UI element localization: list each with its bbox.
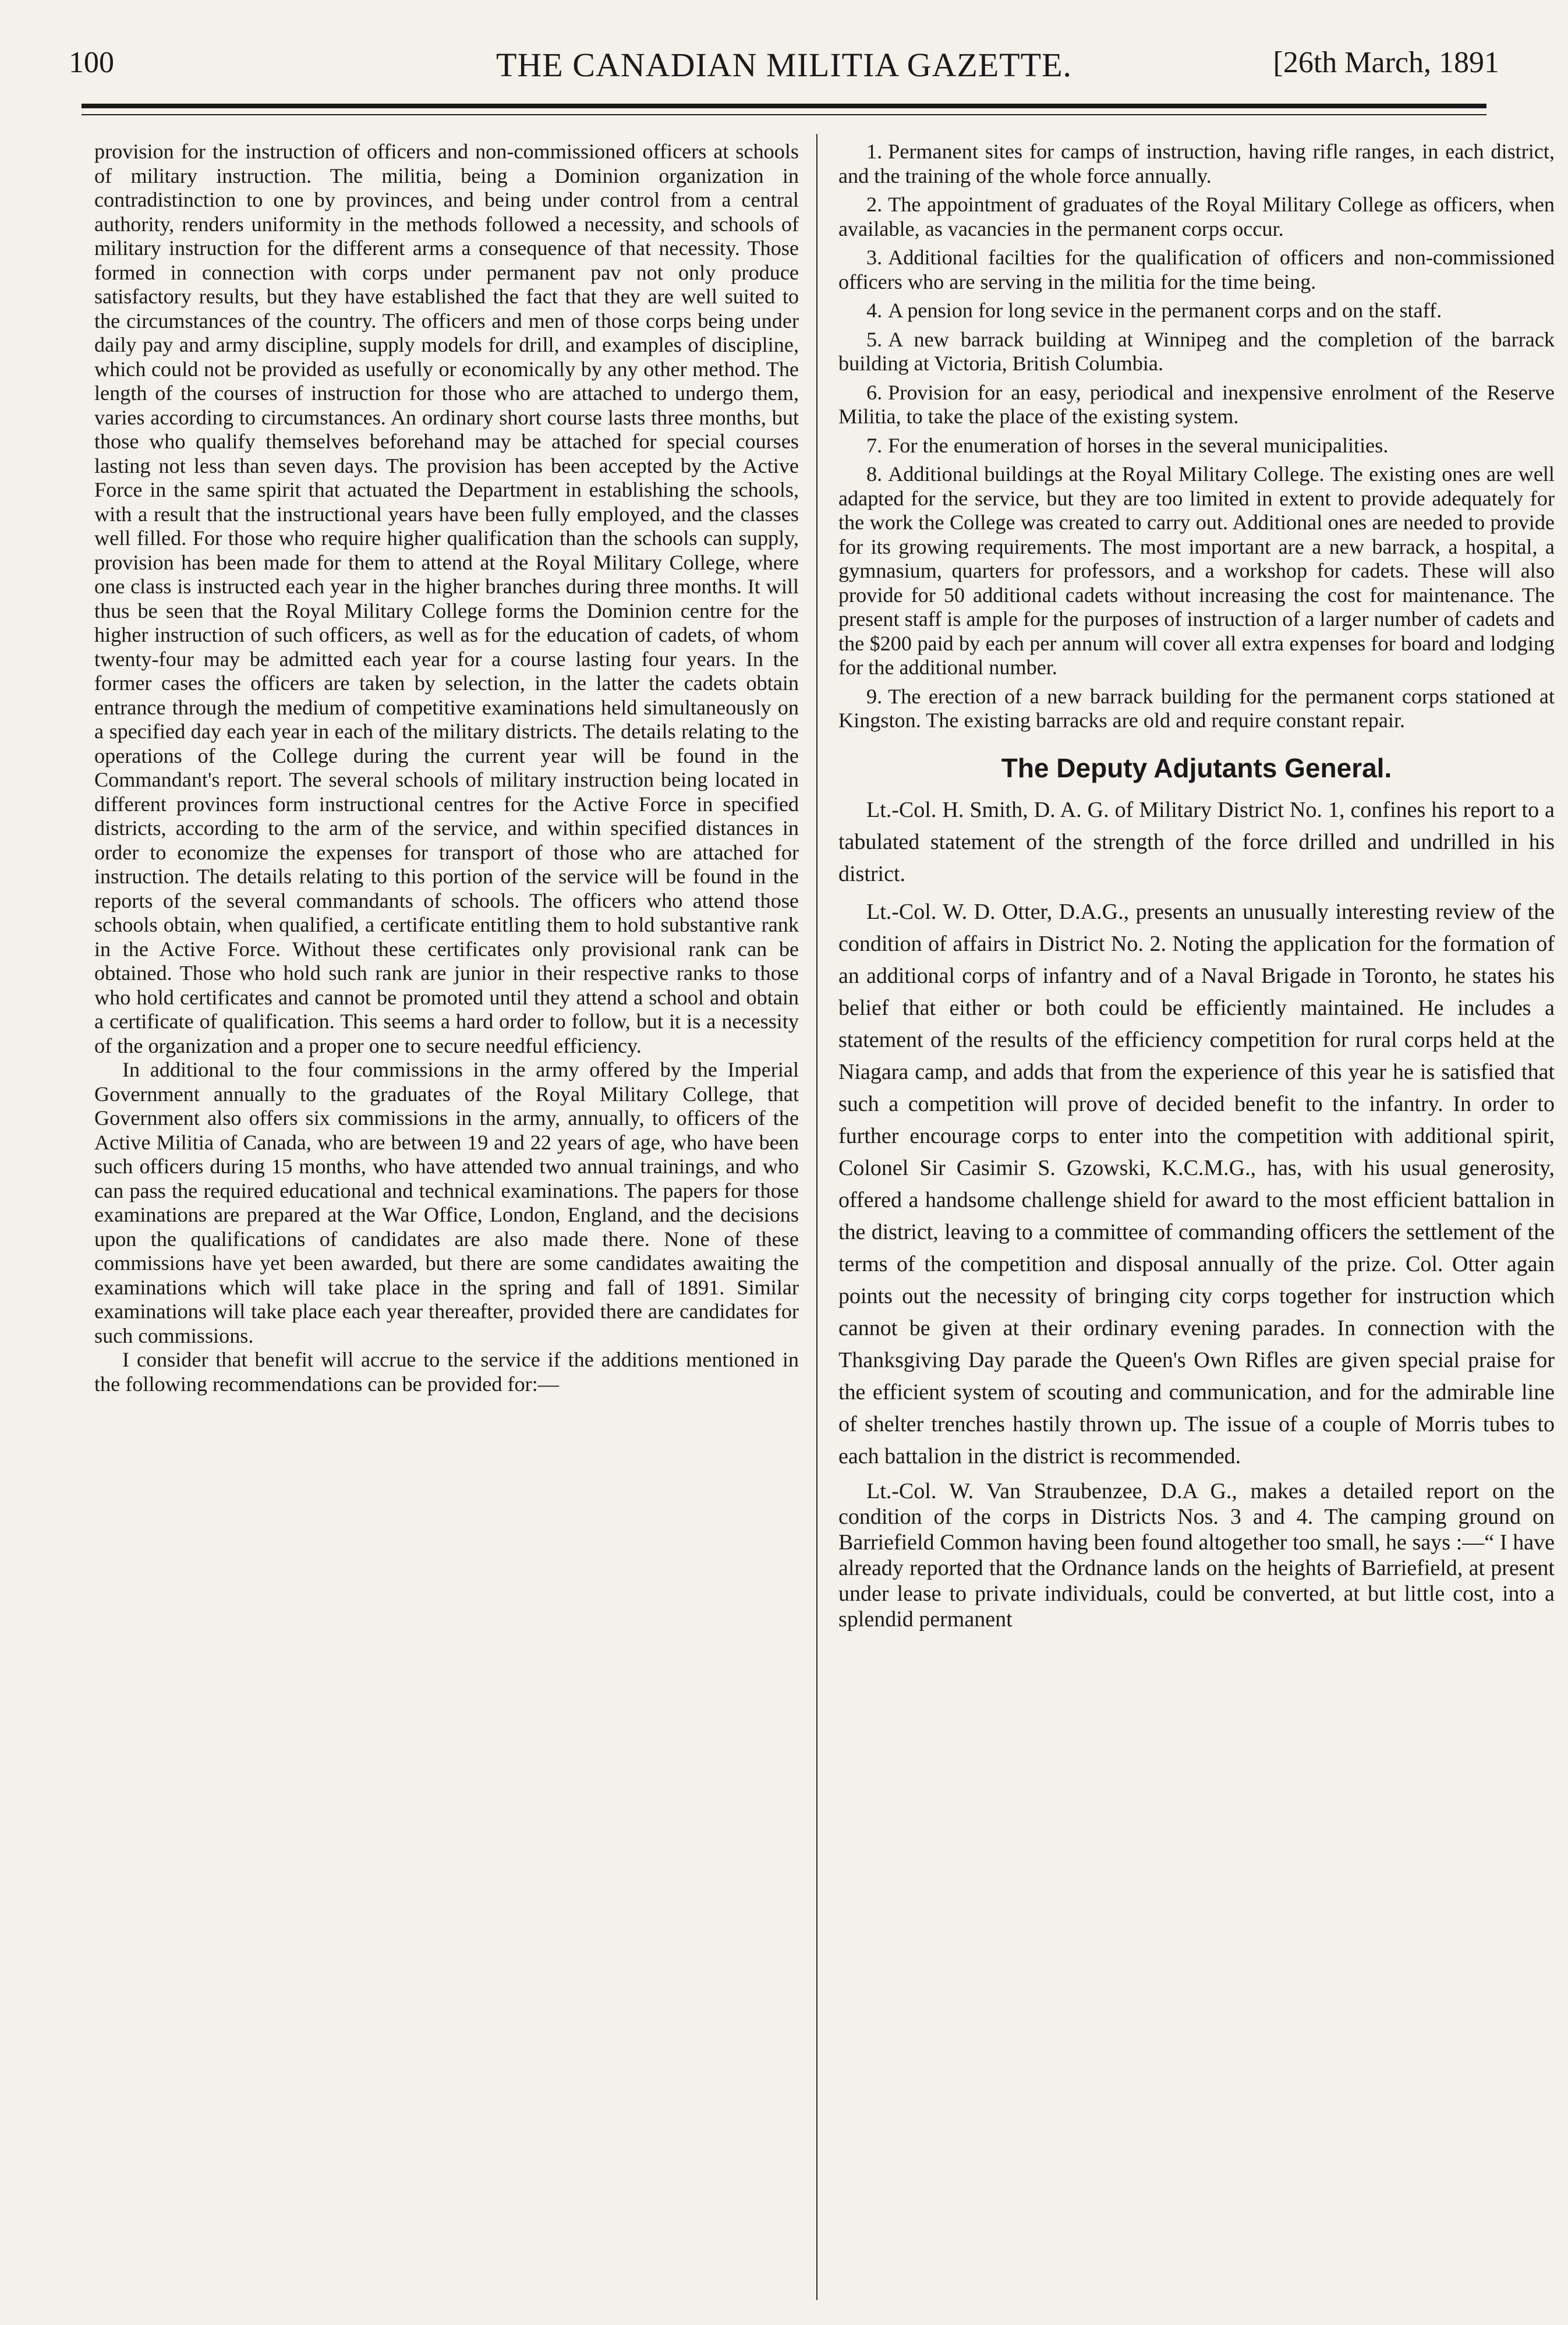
item-text: For the enumeration of horses in the several municipalities. <box>888 433 1389 457</box>
right-column <box>838 140 1555 1638</box>
item-number: 8. <box>866 462 883 486</box>
publication-title: THE CANADIAN MILITIA GAZETTE. <box>495 46 1073 84</box>
item-text: Additional buildings at the Royal Military College. The existing ones are well adapted for the service, but they are too limited in extent to provide adequately for the work the College was created to carry out. Additional ones are needed to provide for its growing requirements. The most important are a new barrack, a hospital, a gymnasium, quarters for professors, and a workshop for cadets. These will also provide for 50 additional cadets without increasing the cost for maintenance. The present staff is ample for the purposes of instruction of a larger number of cadets and the $200 paid by each per annum will cover all extra expenses for board and lodging for the additional number. <box>838 462 1555 679</box>
header-rule-thin <box>82 114 1486 115</box>
item-number: 3. <box>866 246 883 269</box>
list-item <box>838 140 1555 188</box>
list-item <box>838 462 1555 680</box>
list-item <box>838 246 1555 294</box>
list-item <box>838 434 1555 458</box>
list-item <box>838 299 1555 323</box>
list-item <box>838 328 1555 376</box>
section-paragraph-2: Lt.-Col. W. D. Otter, D.A.G., presents an unusually interesting review of the condition of affairs in District No. 2. Noting the application for the formation of an additional corps of infantry and of a Naval Brigade in Toronto, he states his belief that either or both could be efficiently maintained. He includes a statement of the results of the efficiency competition for rural corps held at the Niagara camp, and adds that from the experience of this year he is satisfied that such a competition will prove of decided benefit to the infantry. In order to further encourage corps to enter into the competition with additional spirit, Colonel Sir Casimir S. Gzowski, K.C.M.G., has, with his usual generosity, offered a handsome challenge shield for award to the most efficient battalion in the district, leaving to a committee of commanding officers the settlement of the terms of the competition and disposal annually of the prize. Col. Otter again points out the necessity of bringing city corps together for instruction which cannot be given at their ordinary evening parades. In connection with the Thanksgiving Day parade the Queen's Own Rifles are given special praise for the efficient system of scouting and communication, and for the admirable line of shelter trenches hastily thrown up. The issue of a couple of Morris tubes to each battalion in the district is recommended. <box>838 900 1555 1468</box>
item-text: A pension for long sevice in the permanent corps and on the staff. <box>888 299 1442 322</box>
left-paragraph-2: In additional to the four commissions in the army offered by the Imperial Government annually to the graduates of the Royal Military College, that Government also offers six commissions in the army, annually, to officers of the Active Militia of Canada, who are between 19 and 22 years of age, who have been such officers during 15 months, who have attended two annual trainings, and who can pass the required educational and technical examinations. The papers for those examinations are prepared at the War Office, London, England, and the decisions upon the qualifications of candidates are also made there. None of these commissions have yet been awarded, but there are some candidates awaiting the examinations which will take place in the spring and fall of 1891. Similar examinations will take place each year thereafter, provided there are candidates for such commissions. <box>94 1058 799 1347</box>
item-number: 5. <box>866 327 883 351</box>
item-text: Permanent sites for camps of instruction, having rifle ranges, in each district, and the training of the whole force annually. <box>838 140 1555 187</box>
page-number: 100 <box>69 46 114 79</box>
list-item <box>838 685 1555 733</box>
item-text: Provision for an easy, periodical and inexpensive enrolment of the Reserve Militia, to take the place of the existing system. <box>838 380 1555 428</box>
issue-date: [26th March, 1891 <box>1273 46 1499 79</box>
item-number: 2. <box>866 193 883 216</box>
item-number: 9. <box>866 684 883 708</box>
header-rule-thick <box>82 104 1486 108</box>
item-text: The erection of a new barrack building for the permanent corps stationed at Kingston. The existing barracks are old and require constant repair. <box>838 684 1555 732</box>
list-item <box>838 193 1555 241</box>
item-number: 1. <box>866 140 883 163</box>
item-number: 6. <box>866 380 883 404</box>
left-column <box>94 140 799 1396</box>
list-item <box>838 381 1555 429</box>
left-paragraph-1: provision for the instruction of officers and non-commissioned officers at schools of military instruction. The militia, being a Dominion organization in contradistinction to one by provinces, and being under control from a central authority, renders uniformity in the methods followed a necessity, and schools of military instruction for the different arms a consequence of that necessity. Those formed in connection with corps under permanent pav not only produce satisfactory results, but they have established the fact that they are well suited to the circumstances of the country. The officers and men of those corps being under daily pay and army discipline, supply models for drill, and examples of discipline, which could not be provided as usefully or economically by any other method. The length of the courses of instruction for those who are attached to undergo them, varies according to circumstances. An ordinary short course lasts three months, but those who qualify themselves beforehand may be attached for special courses lasting not less than seven days. The provision has been accepted by the Active Force in the same spirit that actuated the Department in establishing the schools, with a result that the instructional years have been fully employed, and the classes well filled. For those who require higher qualification than the schools can supply, provision has been made for them to attend at the Royal Military College, where one class is instructed each year in the higher branches during three months. It will thus be seen that the Royal Military College forms the Dominion centre for the higher instruction of such officers, as well as for the education of cadets, of whom twenty-four may be admitted each year for a course lasting four years. In the former cases the officers are taken by selection, in the latter the cadets obtain entrance through the medium of competitive examinations held simultaneously on a specified day each year in each of the military districts. The details relating to the operations of the College during the current year will be found in the Commandant's report. The several schools of military instruction being located in different provinces form instructional centres for the Active Force in specified districts, according to the arm of the service, and within specified distances in order to economize the expenses for transport of those who are attached for instruction. The details relating to this portion of the service will be found in the reports of the several commandants of schools. The officers who attend those schools obtain, when qualified, a certificate entitling them to hold substantive rank in the Active Force. Without these certificates only provisional rank can be obtained. Those who hold such rank are junior in their respective ranks to those who hold certificates and cannot be promoted until they attend a school and obtain a certificate of qualification. This seems a hard order to follow, but it is a necessity of the organization and a proper one to secure needful efficiency. <box>94 140 799 1057</box>
item-text: The appointment of graduates of the Royal Military College as officers, when available, as vacancies in the permanent corps occur. <box>838 193 1555 240</box>
page-header <box>69 45 1499 92</box>
left-paragraph-3: I consider that benefit will accrue to the service if the additions mentioned in the following recommendations can be provided for:— <box>94 1348 799 1396</box>
item-text: Additional facilties for the qualification of officers and non-commissioned officers who are serving in the militia for the time being. <box>838 246 1555 293</box>
section-heading: The Deputy Adjutants General. <box>1001 752 1392 783</box>
column-divider <box>816 134 817 2300</box>
item-number: 4. <box>866 299 883 322</box>
section-paragraph-1: Lt.-Col. H. Smith, D. A. G. of Military District No. 1, confines his report to a tabulated statement of the strength of the force drilled and undrilled in his district. <box>838 798 1555 886</box>
section-paragraph-3: Lt.-Col. W. Van Straubenzee, D.A G., makes a detailed report on the condition of the corps in Districts Nos. 3 and 4. The camping ground on Barriefield Common having been found altogether too small, he says :—“ I have already reported that the Ordnance lands on the heights of Barriefield, at present under lease to private individuals, could be converted, at but little cost, into a splendid permanent <box>838 1479 1555 1632</box>
item-number: 7. <box>866 433 883 457</box>
recommendations-list <box>838 140 1555 733</box>
item-text: A new barrack building at Winnipeg and the completion of the barrack building at Victoria, British Columbia. <box>838 327 1555 375</box>
